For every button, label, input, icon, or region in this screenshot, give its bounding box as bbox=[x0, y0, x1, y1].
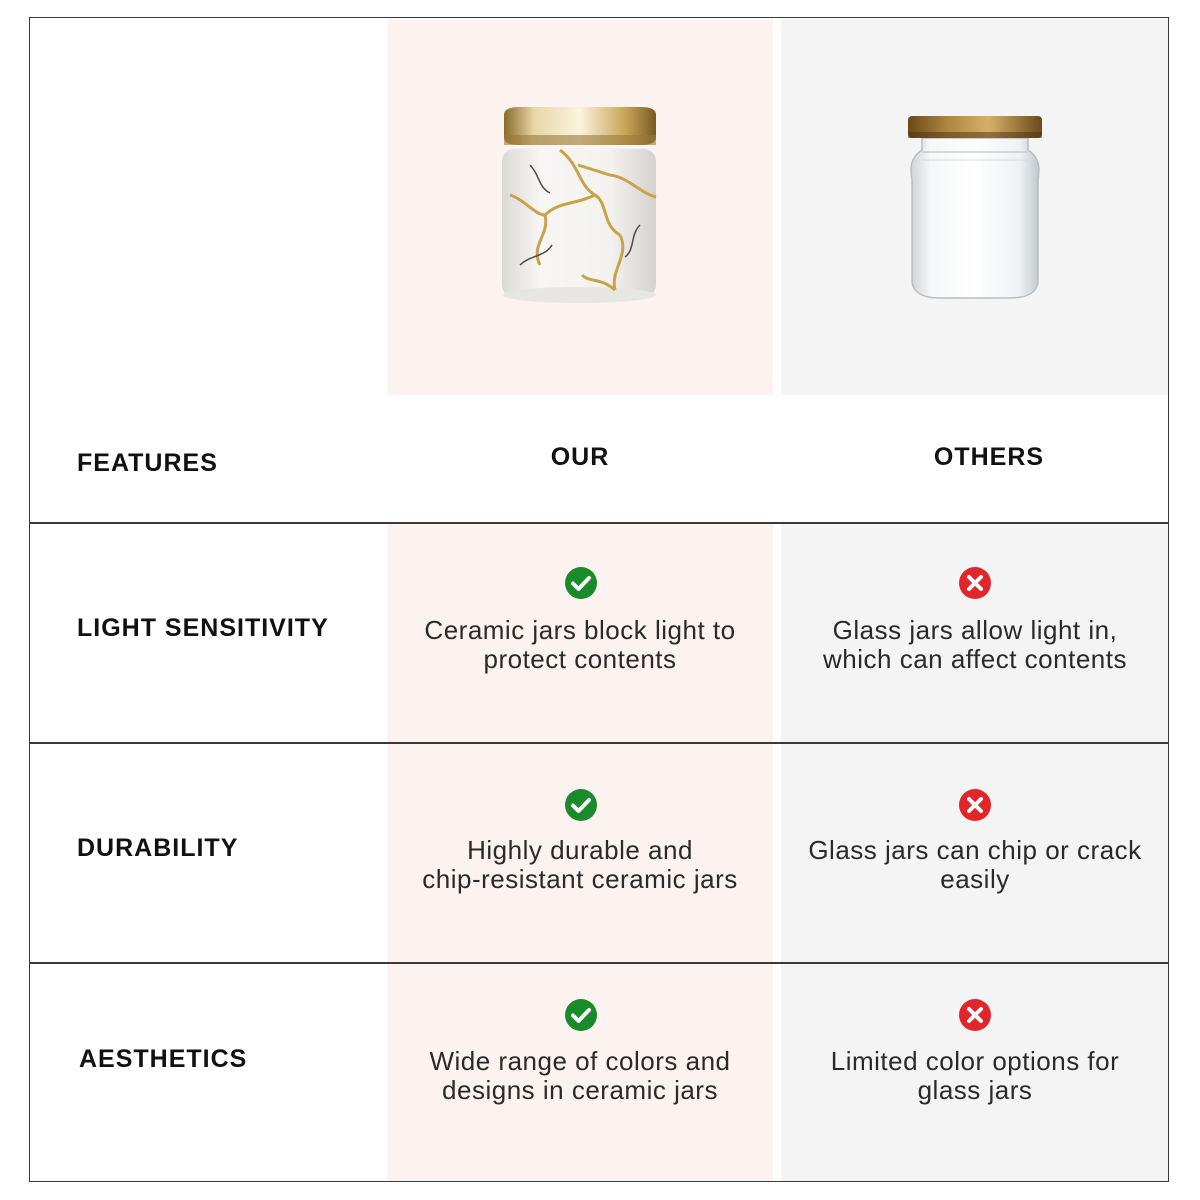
others-aesthetics-text bbox=[785, 1047, 1165, 1105]
others-durability-text bbox=[785, 836, 1165, 894]
text-line: Wide range of colors and bbox=[429, 1046, 731, 1076]
text-line: designs in ceramic jars bbox=[442, 1075, 718, 1105]
our-column-header: OUR bbox=[550, 443, 610, 471]
text-line: Highly durable and bbox=[467, 835, 693, 865]
check-circle-icon bbox=[564, 788, 598, 822]
our-durability-text bbox=[390, 836, 770, 894]
row-divider bbox=[29, 522, 1169, 524]
feature-label-light-sensitivity: LIGHT SENSITIVITY bbox=[77, 614, 329, 642]
others-column-header: OTHERS bbox=[933, 443, 1045, 471]
text-line: Glass jars can chip or crack bbox=[808, 835, 1142, 865]
text-line: Ceramic jars block light to bbox=[424, 615, 736, 645]
features-header: FEATURES bbox=[77, 449, 218, 477]
check-circle-icon bbox=[564, 566, 598, 600]
text-line: glass jars bbox=[917, 1075, 1033, 1105]
row-divider bbox=[29, 742, 1169, 744]
cross-circle-icon bbox=[958, 788, 992, 822]
text-line: which can affect contents bbox=[823, 644, 1127, 674]
text-line: Limited color options for bbox=[830, 1046, 1120, 1076]
check-circle-icon bbox=[564, 998, 598, 1032]
text-line: Glass jars allow light in, bbox=[832, 615, 1118, 645]
ceramic-jar-image bbox=[490, 105, 670, 310]
our-light-sensitivity-text bbox=[390, 616, 770, 674]
text-line: easily bbox=[940, 864, 1010, 894]
feature-label-durability: DURABILITY bbox=[77, 834, 239, 862]
glass-jar-image bbox=[900, 110, 1050, 305]
cross-circle-icon bbox=[958, 998, 992, 1032]
cross-circle-icon bbox=[958, 566, 992, 600]
text-line: chip-resistant ceramic jars bbox=[422, 864, 738, 894]
our-aesthetics-text bbox=[390, 1047, 770, 1105]
row-divider bbox=[29, 962, 1169, 964]
others-light-sensitivity-text bbox=[785, 616, 1165, 674]
text-line: protect contents bbox=[483, 644, 677, 674]
feature-label-aesthetics: AESTHETICS bbox=[79, 1045, 248, 1073]
